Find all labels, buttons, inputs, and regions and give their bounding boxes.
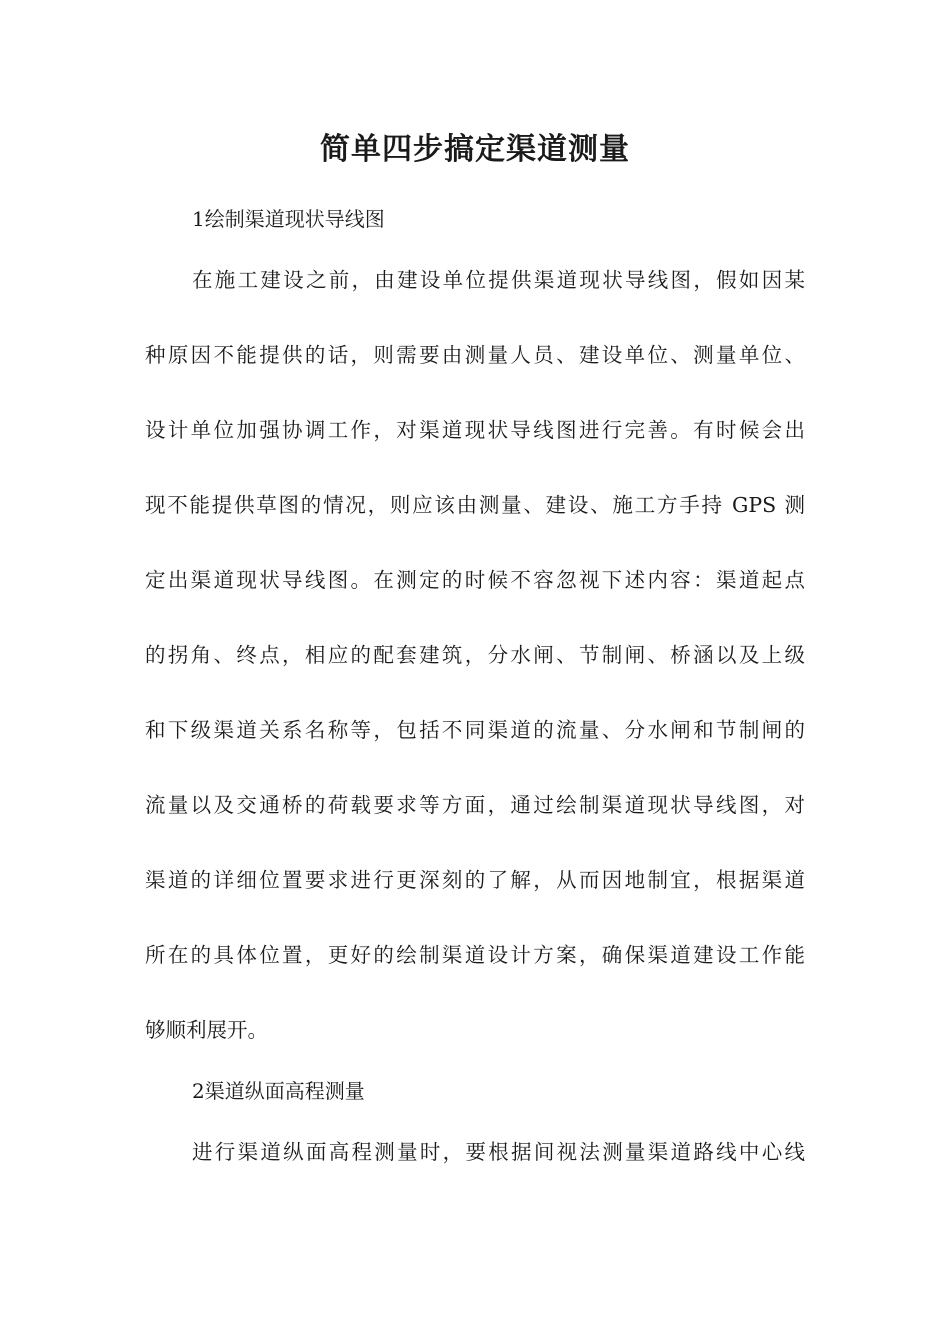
paragraph-line: 所在的具体位置，更好的绘制渠道设计方案，确保渠道建设工作能 <box>145 943 805 967</box>
paragraph-line: 在施工建设之前，由建设单位提供渠道现状导线图，假如因某 <box>192 268 805 292</box>
paragraph-line: 和下级渠道关系名称等，包括不同渠道的流量、分水闸和节制闸的 <box>145 718 805 742</box>
section-heading-2: 2渠道纵面高程测量 <box>192 1079 365 1103</box>
paragraph-line: 流量以及交通桥的荷载要求等方面，通过绘制渠道现状导线图，对 <box>145 793 805 817</box>
paragraph-line: 的拐角、终点，相应的配套建筑，分水闸、节制闸、桥涵以及上级 <box>145 643 805 667</box>
section-heading-1: 1绘制渠道现状导线图 <box>192 207 385 231</box>
paragraph-line: 种原因不能提供的话，则需要由测量人员、建设单位、测量单位、 <box>145 343 805 367</box>
paragraph-line: 定出渠道现状导线图。在测定的时候不容忽视下述内容：渠道起点 <box>145 568 805 592</box>
paragraph-line: 设计单位加强协调工作，对渠道现状导线图进行完善。有时候会出 <box>145 418 805 442</box>
paragraph-line: 进行渠道纵面高程测量时，要根据间视法测量渠道路线中心线 <box>192 1140 805 1164</box>
document-title: 简单四步搞定渠道测量 <box>320 132 630 167</box>
paragraph-line: 够顺利展开。 <box>145 1018 268 1042</box>
paragraph-line: 现不能提供草图的情况，则应该由测量、建设、施工方手持 GPS 测 <box>145 493 805 517</box>
paragraph-line: 渠道的详细位置要求进行更深刻的了解，从而因地制宜，根据渠道 <box>145 868 805 892</box>
